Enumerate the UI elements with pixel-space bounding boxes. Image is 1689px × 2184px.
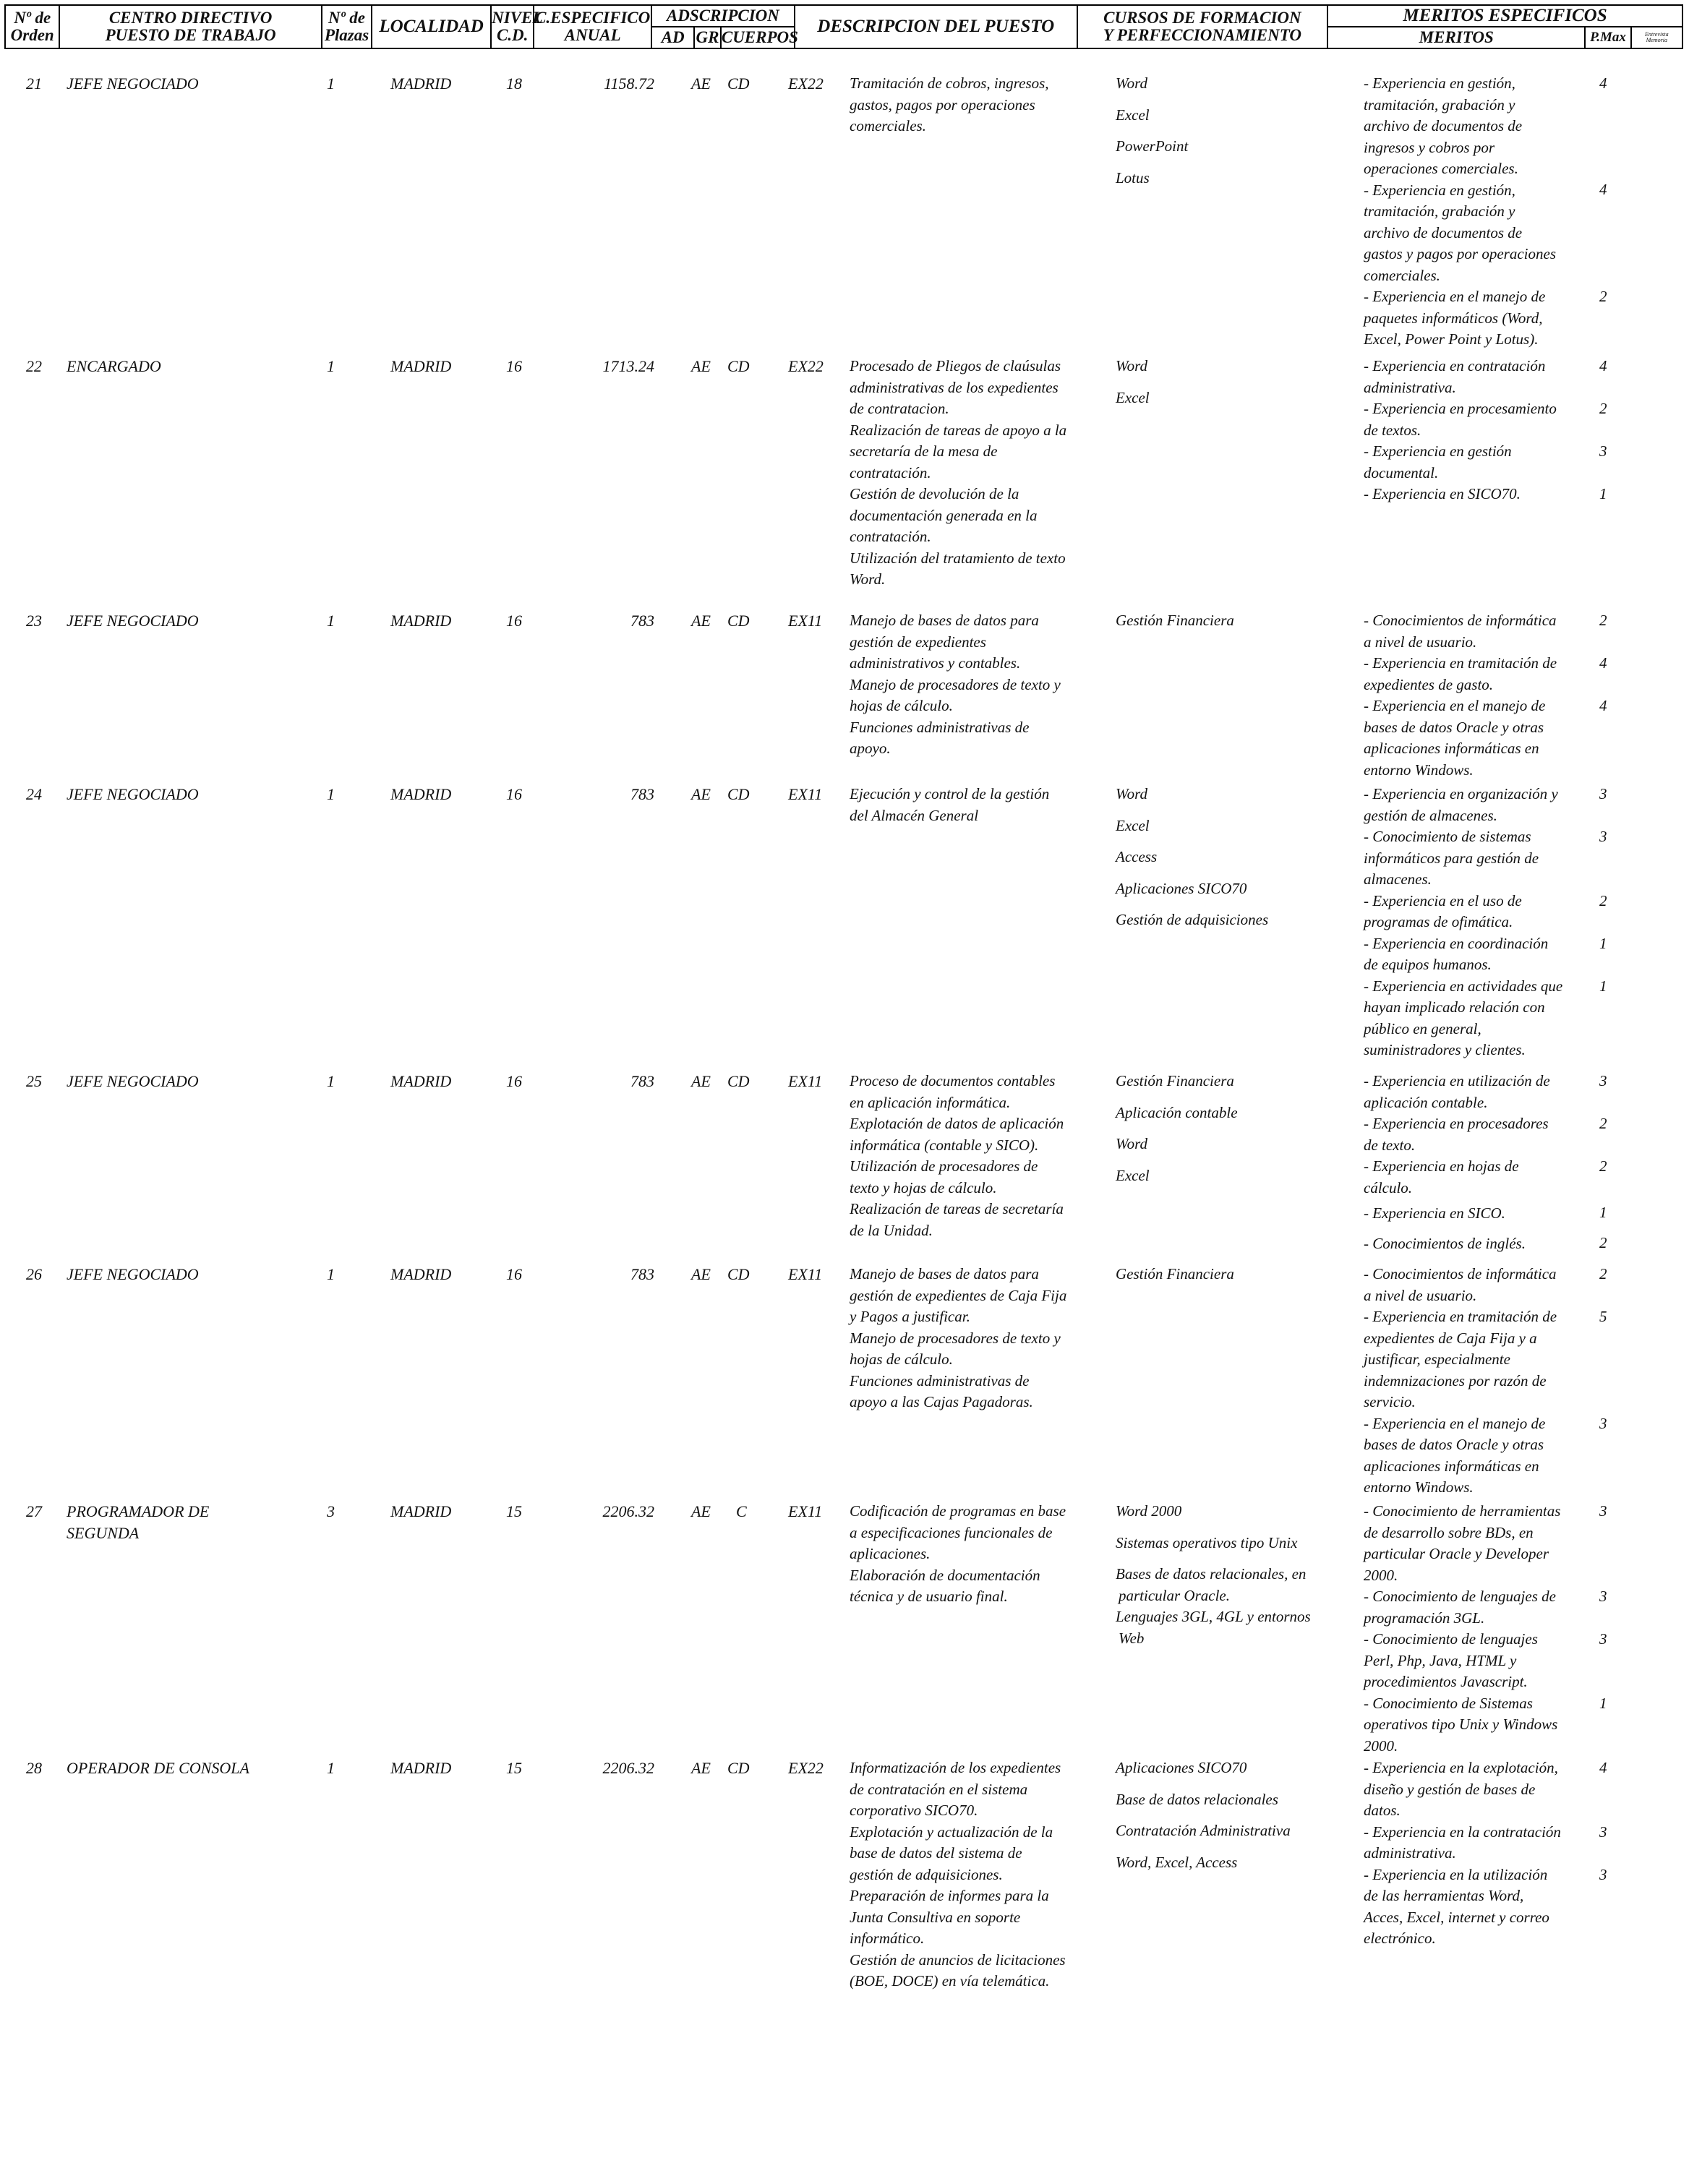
descripcion: Proceso de documentos contables en aplicación informática. Explotación de datos de aplicación informática (contable y SICO). Utilización de procesadores de texto y hojas de cálculo. Realización de tareas de secretaría de la Unidad. xyxy=(850,1072,1064,1239)
cursos: Word Excel PowerPoint Lotus xyxy=(1116,74,1189,187)
meritos: - Experiencia en organización y gestión de almacenes. - Conocimiento de sistemas informáticos para gestión de almacenes. - Experiencia en el uso de programas de ofimática. - Experiencia en coordinación de equipos humanos. - Experiencia en actividades que hayan implicado relación con público en general, suministradores y clientes. xyxy=(1364,785,1563,1058)
meritos: - Experiencia en contratación administrativa. - Experiencia en procesamiento de textos. - Experiencia en gestión documental. - Experiencia en SICO70. xyxy=(1364,357,1557,502)
header-gr: GR xyxy=(694,27,721,48)
meritos: - Experiencia en utilización de aplicación contable. - Experiencia en procesadores de texto. - Experiencia en hojas de cálculo. - Experiencia en SICO. - Conocimientos de inglés. xyxy=(1364,1072,1550,1252)
table-header xyxy=(4,4,1683,49)
header-meritos-especificos: MERITOS ESPECIFICOS xyxy=(1327,5,1682,27)
header-entrevista: Entrevista Memoria xyxy=(1631,27,1682,48)
cursos: Aplicaciones SICO70 Base de datos relacionales Contratación Administrativa Word, Excel, Access xyxy=(1116,1759,1291,1871)
descripcion: Procesado de Pliegos de claúsulas administrativas de los expedientes de contratacion. Realización de tareas de apoyo a la secretaría de la mesa de contratación. Gestión de devolución de la documentación generada en la contratación. Utilización del tratamiento de texto Word. xyxy=(850,357,1067,588)
header-orden: Nº de Orden xyxy=(5,5,59,48)
meritos: - Experiencia en la explotación, diseño y gestión de bases de datos. - Experiencia en la contratación administrativa. - Experiencia en la utilización de las herramientas Word, Acces, Excel, internet y correo electrónico. xyxy=(1364,1759,1561,1947)
header-cursos: CURSOS DE FORMACION Y PERFECCIONAMIENTO xyxy=(1077,5,1327,48)
cursos: Gestión Financiera xyxy=(1116,612,1234,629)
descripcion: Ejecución y control de la gestión del Almacén General xyxy=(850,785,1050,824)
header-ad: AD xyxy=(651,27,694,48)
header-nivel: NIVEL C.D. xyxy=(491,5,534,48)
cursos: Word Excel xyxy=(1116,357,1150,406)
header-meritos: MERITOS xyxy=(1327,27,1585,48)
cursos: Word 2000 Sistemas operativos tipo Unix Bases de datos relacionales, en particular Oracle. Lenguajes 3GL, 4GL y entornos Web xyxy=(1116,1502,1311,1647)
header-descripcion: DESCRIPCION DEL PUESTO xyxy=(795,5,1077,48)
header-pmax: P.Max xyxy=(1585,27,1630,48)
header-plazas: Nº de Plazas xyxy=(322,5,372,48)
cursos: Gestión Financiera xyxy=(1116,1265,1234,1282)
meritos: - Experiencia en gestión, tramitación, grabación y archivo de documentos de ingresos y cobros por operaciones comerciales. - Experiencia en gestión, tramitación, grabación y archivo de documentos de gastos y pagos por operaciones comerciales. - Experiencia en el manejo de paquetes informáticos (Word, Excel, Power Point y Lotus). xyxy=(1364,74,1556,348)
header-especifico: C.ESPECIFICO ANUAL xyxy=(534,5,651,48)
descripcion: Informatización de los expedientes de contratación en el sistema corporativo SICO70. Explotación y actualización de la base de datos del sistema de gestión de adquisiciones. Preparación de informes para la Junta Consultiva en soporte informático. Gestión de anuncios de licitaciones (BOE, DOCE) en vía telemática. xyxy=(850,1759,1066,1990)
document-page: Nº de Orden CENTRO DIRECTIVO PUESTO DE TRABAJO Nº de Plazas LOCALIDAD NIVEL C.D. C.ESPECIFICO ANUAL ADSCRIPCION DESCRIPCION DEL PUESTO CURSOS DE FORMACION Y PERFECCIONAMIENTO MERITOS ESPECIFICOS AD GR CUERPOS MERITOS P.Max Entrevista Memoria 21 JEFE NEGOCIADO 1 MADRID 18 1158.72 AE CD EX22 Tramitación de cobros, ingresos, gastos, pagos por operaciones comerciales. Word Excel PowerPoint Lotus - Experiencia en gestión, tramitación, grabación y archivo de documentos de ingresos y cobros por operaciones comerciales. - Experiencia en gestión, tramitación, grabación y archivo de documentos de gastos y pagos por operaciones comerciales. - Experiencia en el manejo de paquetes informáticos (Word, Excel, Power Point y Lotus). 4 4 2 22 ENCARGADO 1 MADRID 16 1713.24 AE CD EX22 Procesado de Pliegos de claúsulas administrativas de los expedientes de contratacion. Realización de tareas de apoyo a la secretaría de la mesa de contratación. Gestión de devolución de la documentación generada en la contratación. Utilización del tratamiento de texto Word. Word Excel - Experiencia en contratación administrativa. - Experiencia en procesamiento de textos. - Experiencia en gestión documental. - Experiencia en SICO70. 4 2 3 1 23 JEFE NEGOCIADO 1 MADRID 16 783 AE CD EX11 Manejo de bases de datos para gestión de expedientes administrativos y contables. Manejo de procesadores de texto y hojas de cálculo. Funciones administrativas de apoyo. Gestión Financiera - Conocimientos de informática a nivel de usuario. - Experiencia en tramitación de expedientes de gasto. - Experiencia en el manejo de bases de datos Oracle y otras aplicaciones informáticas en entorno Windows. 2 4 4 24 JEFE NEGOCIADO 1 MADRID 16 783 AE CD EX11 Ejecución y control de la gestión del Almacén General Word Excel Access Aplicaciones SICO70 Gestión de adquisiciones - Experiencia en organización y gestión de almacenes. - Conocimiento de sistemas informáticos para gestión de almacenes. - Experiencia en el uso de programas de ofimática. - Experiencia en coordinación de equipos humanos. - Experiencia en actividades que hayan implicado relación con público en general, suministradores y clientes. 3 3 2 1 1 25 JEFE NEGOCIADO 1 MADRID 16 783 AE CD EX11 Proceso de documentos contables en aplicación informática. Explotación de datos de aplicación informática (contable y SICO). Utilización de procesadores de texto y hojas de cálculo. Realización de tareas de secretaría de la Unidad. Gestión Financiera Aplicación contable Word Excel - Experiencia en utilización de aplicación contable. - Experiencia en procesadores de texto. - Experiencia en hojas de cálculo. - Experiencia en SICO. - Conocimientos de inglés. 3 2 2 1 2 26 JEFE NEGOCIADO 1 MADRID 16 783 AE CD EX11 Manejo de bases de datos para gestión de expedientes de Caja Fija y Pagos a justificar. Manejo de procesadores de texto y hojas de cálculo. Funciones administrativas de apoyo a las Cajas Pagadoras. Gestión Financiera - Conocimientos de informática a nivel de usuario. - Experiencia en tramitación de expedientes de Caja Fija y a justificar, especialmente indemnizaciones por razón de servicio. - Experiencia en el manejo de bases de datos Oracle y otras aplicaciones informáticas en entorno Windows. 2 5 3 27 PROGRAMADOR DE SEGUNDA 3 MADRID 15 2206.32 AE C EX11 Codificación de programas en base a especificaciones funcionales de aplicaciones. Elaboración de documentación técnica y de usuario final. Word 2000 Sistemas operativos tipo Unix Bases de datos relacionales, en particular Oracle. Lenguajes 3GL, 4GL y entornos Web - Conocimiento de herramientas de desarrollo sobre BDs, en particular Oracle y Developer 2000. - Conocimiento de lenguajes de programación 3GL. - Conocimiento de lenguajes Perl, Php, Java, HTML y procedimientos Javascript. - Conocimiento de Sistemas operativos tipo Unix y Windows 2000. 3 3 3 1 28 OPERADOR DE CONSOLA 1 MADRID 15 2206.32 AE CD EX22 Informatización de los expedientes de contratación en el sistema corporativo SICO70. Explotación y actualización de la base de datos del sistema de gestión de adquisiciones. Preparación de informes para la Junta Consultiva en soporte informático. Gestión de anuncios de licitaciones (BOE, DOCE) en vía telemática. Aplicaciones SICO70 Base de datos relacionales Contratación Administrativa Word, Excel, Access - Experiencia en la explotación, diseño y gestión de bases de datos. - Experiencia en la contratación administrativa. - Experiencia en la utilización de las herramientas Word, Acces, Excel, internet y correo electrónico. 4 3 3 xyxy=(0,0,1689,2184)
header-localidad: LOCALIDAD xyxy=(372,5,491,48)
meritos: - Conocimiento de herramientas de desarrollo sobre BDs, en particular Oracle y Developer 2000. - Conocimiento de lenguajes de programación 3GL. - Conocimiento de lenguajes Perl, Php, Java, HTML y procedimientos Javascript. - Conocimiento de Sistemas operativos tipo Unix y Windows 2000. xyxy=(1364,1502,1561,1755)
header-cuerpos: CUERPOS xyxy=(721,27,795,48)
meritos: - Conocimientos de informática a nivel de usuario. - Experiencia en tramitación de expedientes de gasto. - Experiencia en el manejo de bases de datos Oracle y otras aplicaciones informáticas en entorno Windows. xyxy=(1364,612,1557,779)
meritos: - Conocimientos de informática a nivel de usuario. - Experiencia en tramitación de expedientes de Caja Fija y a justificar, especialmente indemnizaciones por razón de servicio. - Experiencia en el manejo de bases de datos Oracle y otras aplicaciones informáticas en entorno Windows. xyxy=(1364,1265,1557,1496)
header-centro-directivo: CENTRO DIRECTIVO PUESTO DE TRABAJO xyxy=(59,5,322,48)
descripcion: Manejo de bases de datos para gestión de expedientes administrativos y contables. Manejo de procesadores de texto y hojas de cálculo. Funciones administrativas de apoyo. xyxy=(850,612,1061,757)
cursos: Gestión Financiera Aplicación contable Word Excel xyxy=(1116,1072,1238,1184)
header-adscripcion: ADSCRIPCION xyxy=(651,5,795,27)
descripcion: Manejo de bases de datos para gestión de expedientes de Caja Fija y Pagos a justificar. Manejo de procesadores de texto y hojas de cálculo. Funciones administrativas de apoyo a las Cajas Pagadoras. xyxy=(850,1265,1067,1410)
descripcion: Codificación de programas en base a especificaciones funcionales de aplicaciones. Elaboración de documentación técnica y de usuario final. xyxy=(850,1502,1066,1605)
descripcion: Tramitación de cobros, ingresos, gastos, pagos por operaciones comerciales. xyxy=(850,74,1049,134)
cursos: Word Excel Access Aplicaciones SICO70 Gestión de adquisiciones xyxy=(1116,785,1269,928)
